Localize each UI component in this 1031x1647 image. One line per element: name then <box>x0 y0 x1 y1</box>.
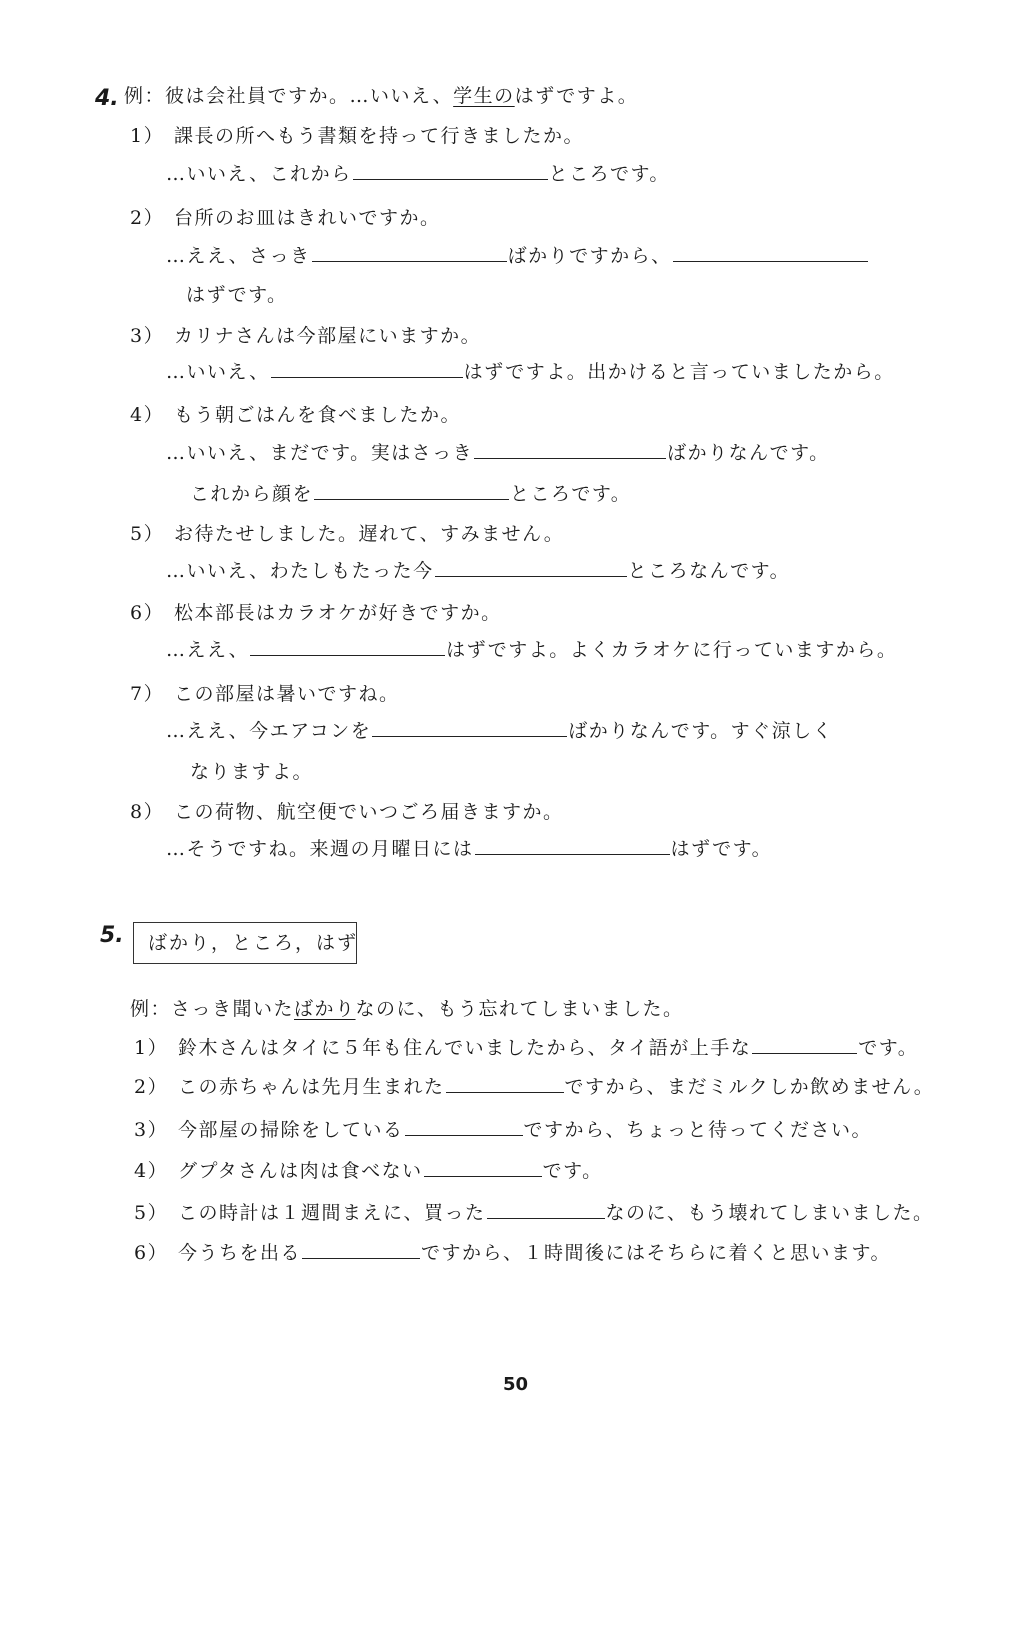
answer-post: ばかりなんです。すぐ涼しく <box>568 720 834 742</box>
answer-cont: なりますよ。 <box>190 761 314 783</box>
s4-item-6-question <box>130 601 502 625</box>
item-number: 2） <box>134 1076 169 1098</box>
item-number: 6） <box>134 1242 169 1264</box>
answer-blank[interactable] <box>424 1158 542 1177</box>
item-number: 6） <box>130 602 165 624</box>
sentence-post: です。 <box>542 1160 603 1182</box>
s4-item-2-answer <box>166 243 869 268</box>
page-number: 50 <box>502 1374 529 1395</box>
answer-blank[interactable] <box>474 440 666 459</box>
sentence-pre: 鈴木さんはタイに５年も住んでいましたから、タイ語が上手な <box>178 1037 752 1059</box>
item-number: 8） <box>130 801 165 823</box>
answer-blank[interactable] <box>446 1074 564 1093</box>
item-number: 3） <box>130 325 165 347</box>
answer-post: ところなんです。 <box>627 560 791 582</box>
item-number: 5） <box>134 1202 169 1224</box>
answer-blank[interactable] <box>302 1240 420 1259</box>
sentence-pre: 今部屋の掃除をしている <box>178 1119 404 1141</box>
answer-blank-2[interactable] <box>314 481 509 500</box>
s4-item-3-question <box>130 324 481 348</box>
s5-item-1 <box>134 1035 918 1060</box>
question-text: お待たせしました。遅れて、すみません。 <box>174 523 565 545</box>
example-underlined: 学生の <box>453 85 515 107</box>
word-choice-box: ばかり，ところ，はず <box>133 922 357 964</box>
question-text: もう朝ごはんを食べましたか。 <box>174 404 462 426</box>
section-4-number: 4. <box>95 86 119 111</box>
answer-pre: …いいえ、わたしもたった今 <box>166 560 434 582</box>
s4-item-2-question <box>130 206 441 230</box>
answer-pre: …ええ、さっき <box>166 245 311 267</box>
answer-pre: …そうですね。来週の月曜日には <box>166 838 474 860</box>
answer-mid: ばかりですから、 <box>507 245 672 267</box>
answer-pre: …ええ、 <box>166 639 250 661</box>
s4-item-8-answer <box>166 836 772 861</box>
answer-blank[interactable] <box>487 1200 605 1219</box>
sentence-pre: この赤ちゃんは先月生まれた <box>178 1076 445 1098</box>
question-text: カリナさんは今部屋にいますか。 <box>174 325 482 347</box>
s4-item-7-answer-cont <box>190 760 313 784</box>
sentence-post: ですから、まだミルクしか飲めません。 <box>564 1076 935 1098</box>
s4-item-4-answer <box>166 440 830 465</box>
sentence-pre: この時計は１週間まえに、買った <box>178 1202 486 1224</box>
answer-pre: …いいえ、これから <box>166 163 352 185</box>
item-number: 1） <box>134 1037 169 1059</box>
example-text: 例：さっき聞いた <box>130 998 295 1020</box>
item-number: 1） <box>130 125 165 147</box>
s4-item-5-answer <box>166 558 790 583</box>
sentence-post: なのに、もう壊れてしまいました。 <box>605 1202 934 1224</box>
answer-post: はずですよ。よくカラオケに行っていますから。 <box>446 639 898 661</box>
item-number: 4） <box>134 1160 169 1182</box>
answer-post: ばかりなんです。 <box>667 442 830 464</box>
answer-blank[interactable] <box>271 359 463 378</box>
s4-item-3-answer <box>166 359 895 384</box>
item-number: 4） <box>130 404 165 426</box>
s5-item-6 <box>134 1240 891 1265</box>
answer-blank[interactable] <box>435 558 627 577</box>
sentence-post: です。 <box>858 1037 919 1059</box>
answer-blank[interactable] <box>312 243 507 262</box>
example-text: 例：彼は会社員ですか。…いいえ、 <box>124 85 454 107</box>
sentence-pre: グプタさんは肉は食べない <box>178 1160 423 1182</box>
s4-item-1-question <box>130 124 584 148</box>
item-number: 2） <box>130 207 165 229</box>
answer-blank[interactable] <box>250 637 445 656</box>
example-tail: はずですよ。 <box>514 85 639 107</box>
s4-item-7-answer <box>166 718 833 743</box>
section-4-example <box>124 84 638 108</box>
question-text: この部屋は暑いですね。 <box>174 683 400 705</box>
sentence-post: ですから、ちょっと待ってください。 <box>523 1119 873 1141</box>
answer-post: ところです。 <box>548 163 670 185</box>
answer-blank-2[interactable] <box>673 243 868 262</box>
example-underlined: ばかり <box>294 998 356 1020</box>
s4-item-4-answer-2 <box>190 481 631 506</box>
s4-item-1-answer <box>166 161 670 186</box>
question-text: 松本部長はカラオケが好きですか。 <box>174 602 502 624</box>
answer-pre: これから顔を <box>190 483 314 505</box>
answer-pre: …いいえ、 <box>166 361 270 383</box>
sentence-pre: 今うちを出る <box>178 1242 302 1264</box>
s4-item-8-question <box>130 800 564 824</box>
s4-item-6-answer <box>166 637 897 662</box>
answer-post: はずです。 <box>670 838 773 860</box>
answer-blank[interactable] <box>405 1117 523 1136</box>
answer-post: ところです。 <box>510 483 632 505</box>
section-5-example <box>130 997 684 1021</box>
item-number: 7） <box>130 683 165 705</box>
example-tail: なのに、もう忘れてしまいました。 <box>355 998 684 1020</box>
s4-item-5-question <box>130 522 564 546</box>
s5-item-5 <box>134 1200 934 1225</box>
answer-cont: はずです。 <box>186 284 288 306</box>
sentence-post: ですから、１時間後にはそちらに着くと思います。 <box>421 1242 891 1264</box>
s4-item-7-question <box>130 682 400 706</box>
question-text: この荷物、航空便でいつごろ届きますか。 <box>174 801 564 823</box>
item-number: 3） <box>134 1119 169 1141</box>
item-number: 5） <box>130 523 165 545</box>
question-text: 課長の所へもう書類を持って行きましたか。 <box>174 125 585 147</box>
s4-item-2-answer-cont <box>186 283 288 307</box>
answer-blank[interactable] <box>353 161 548 180</box>
s5-item-3 <box>134 1117 872 1142</box>
answer-blank[interactable] <box>752 1035 857 1054</box>
s4-item-4-question <box>130 403 461 427</box>
answer-pre: …ええ、今エアコンを <box>166 720 372 742</box>
s5-item-2 <box>134 1074 934 1099</box>
answer-blank[interactable] <box>372 718 567 737</box>
answer-post: はずですよ。出かけると言っていましたから。 <box>463 361 895 383</box>
s5-item-4 <box>134 1158 603 1183</box>
answer-blank[interactable] <box>475 836 670 855</box>
section-5-number: 5. <box>100 923 124 948</box>
answer-pre: …いいえ、まだです。実はさっき <box>166 442 474 464</box>
question-text: 台所のお皿はきれいですか。 <box>174 207 441 229</box>
